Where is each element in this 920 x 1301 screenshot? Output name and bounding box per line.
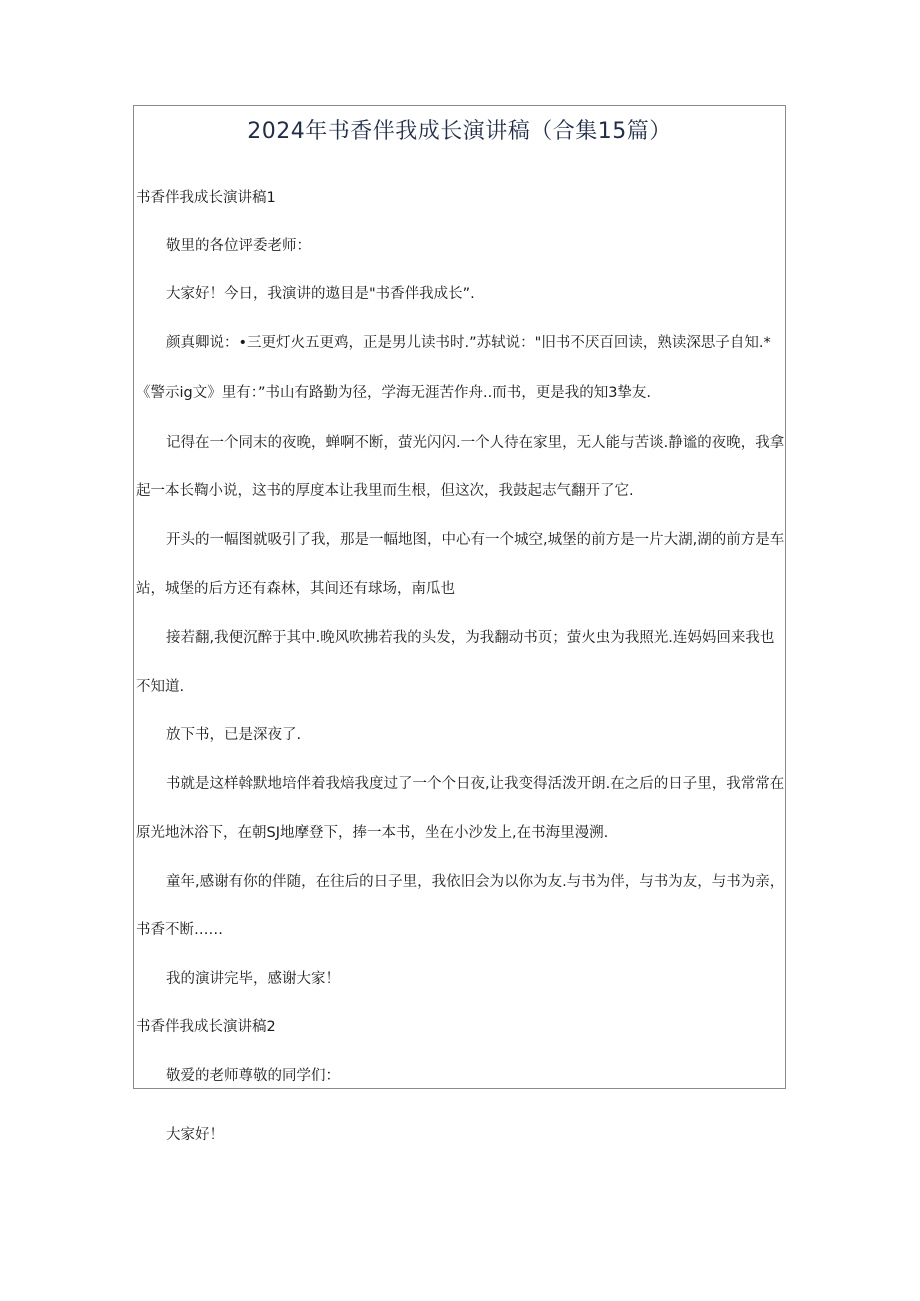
- paragraph-line: 接若翻,我便沉醉于其中.晚风吹拂若我的头发，为我翻动书页；萤火虫为我照光.连妈妈回来我也: [166, 630, 775, 646]
- paragraph-line: 书就是这样斡默地培伴着我焙我度过了一个个日夜,让我变得活泼开朗.在之后的日子里，我常常在: [166, 776, 785, 792]
- paragraph-line: 书香不断……: [136, 922, 223, 938]
- document-title: 2024年书香伴我成长演讲稿（合集15篇）: [247, 119, 672, 144]
- salutation: 敬里的各位评委老师：: [166, 238, 311, 254]
- closing-line: 我的演讲完毕，感谢大家！: [166, 971, 340, 987]
- paragraph-line: 放下书，已是深夜了.: [166, 727, 302, 743]
- paragraph-line: 开头的一幅图就吸引了我，那是一幅地图，中心有一个城空,城堡的前方是一片大湖,湖的前方是车: [166, 532, 785, 548]
- paragraph-line: 童年,感谢有你的伴随，在往后的日子里，我依旧会为以你为友.与书为伴，与书为友，与书为亲，: [166, 874, 785, 890]
- section-heading-2: 书香伴我成长演讲稿2: [136, 1019, 276, 1035]
- paragraph-line: 不知道.: [136, 679, 185, 695]
- paragraph-line: 大家好！今日，我演讲的遨目是"书香伴我成长”.: [166, 286, 475, 302]
- section-heading-1: 书香伴我成长演讲稿1: [136, 190, 276, 206]
- paragraph-line: 记得在一个同末的夜晚，蝉啊不断，萤光闪闪.一个人待在家里，无人能与苦谈.静谧的夜晚，我拿: [166, 435, 785, 451]
- paragraph-line: 站，城堡的后方还有森林，其间还有球场，南瓜也: [136, 581, 455, 597]
- paragraph-line: 颜真卿说：•三更灯火五更鸡，正是男儿读书时.”苏轼说："旧书不厌百回读，熟读深思子自知.*: [166, 335, 771, 351]
- paragraph-line: 原光地沐浴下，在朝SJ地摩登下，捧一本书，坐在小沙发上,在书海里漫溯.: [136, 825, 609, 841]
- salutation: 敬爱的老师尊敬的同学们：: [166, 1068, 340, 1084]
- paragraph-line: 大家好！: [166, 1127, 224, 1143]
- paragraph-line: 《警示ig文》里有：”书山有路勤为径，学海无涯苦作舟..而书，更是我的知3挚友.: [136, 385, 652, 401]
- paragraph-line: 起一本长鞫小说，这书的厚度本让我里而生根，但这次，我鼓起志气翻开了它.: [136, 483, 634, 499]
